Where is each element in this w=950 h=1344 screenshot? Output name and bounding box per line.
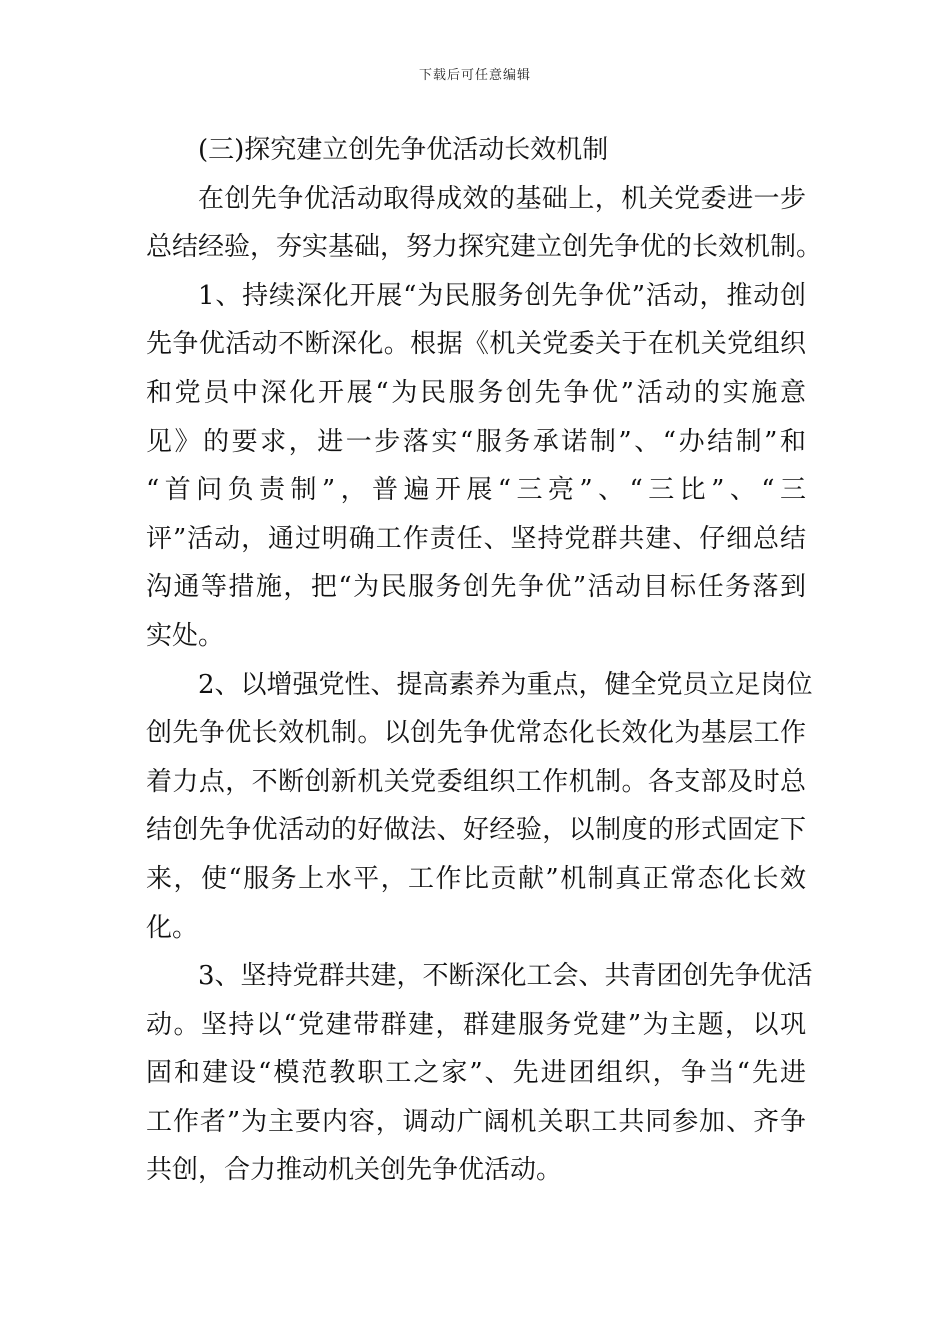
section-heading	[146, 126, 806, 175]
paragraph-intro	[146, 175, 823, 272]
paragraph-line: 创先争优长效机制。以创先争优常态化长效化为基层工作	[146, 718, 806, 749]
heading-line: (三)探究建立创先争优活动长效机制	[198, 135, 609, 165]
paragraph-line: 和党员中深化开展“为民服务创先争优”活动的实施意	[146, 377, 806, 408]
paragraph-line: 先争优活动不断深化。根据《机关党委关于在机关党组织	[146, 329, 806, 360]
paragraph-line: 结创先争优活动的好做法、好经验，以制度的形式固定下	[146, 815, 806, 846]
paragraph-line: 动。坚持以“党建带群建，群建服务党建”为主题，以巩	[146, 1009, 806, 1040]
paragraph-line: 2、以增强党性、提高素养为重点，健全党员立足岗位	[198, 669, 813, 700]
paragraph-line: 在创先争优活动取得成效的基础上，机关党委进一步	[198, 183, 806, 214]
page-header-note: 下载后可任意编辑	[418, 68, 531, 83]
paragraph-line: 总结经验，夯实基础，努力探究建立创先争优的长效机制。	[146, 232, 823, 263]
paragraph-item-1	[146, 272, 806, 661]
paragraph-line: 评”活动，通过明确工作责任、坚持党群共建、仔细总结	[146, 523, 806, 554]
paragraph-line: 实处。	[146, 620, 225, 651]
paragraph-line: 工作者”为主要内容，调动广阔机关职工共同参加、齐争	[146, 1106, 806, 1137]
paragraph-line: 共创，合力推动机关创先争优活动。	[146, 1155, 563, 1186]
paragraph-line: “首问负责制”，普遍开展“三亮”、“三比”、“三	[146, 475, 806, 506]
paragraph-line: 1、持续深化开展“为民服务创先争优”活动，推动创	[198, 280, 806, 311]
paragraph-line: 化。	[146, 912, 199, 943]
paragraph-line: 沟通等措施，把“为民服务创先争优”活动目标任务落到	[146, 572, 806, 603]
paragraph-item-3	[146, 952, 813, 1195]
paragraph-line: 着力点，不断创新机关党委组织工作机制。各支部及时总	[146, 766, 806, 797]
document-body	[146, 126, 823, 1195]
paragraph-line: 3、坚持党群共建，不断深化工会、共青团创先争优活	[198, 961, 813, 992]
paragraph-item-2	[146, 661, 813, 953]
paragraph-line: 固和建设“模范教职工之家”、先进团组织，争当“先进	[146, 1058, 806, 1089]
paragraph-line: 见》的要求，进一步落实“服务承诺制”、“办结制”和	[146, 426, 806, 457]
paragraph-line: 来，使“服务上水平，工作比贡献”机制真正常态化长效	[146, 863, 806, 894]
